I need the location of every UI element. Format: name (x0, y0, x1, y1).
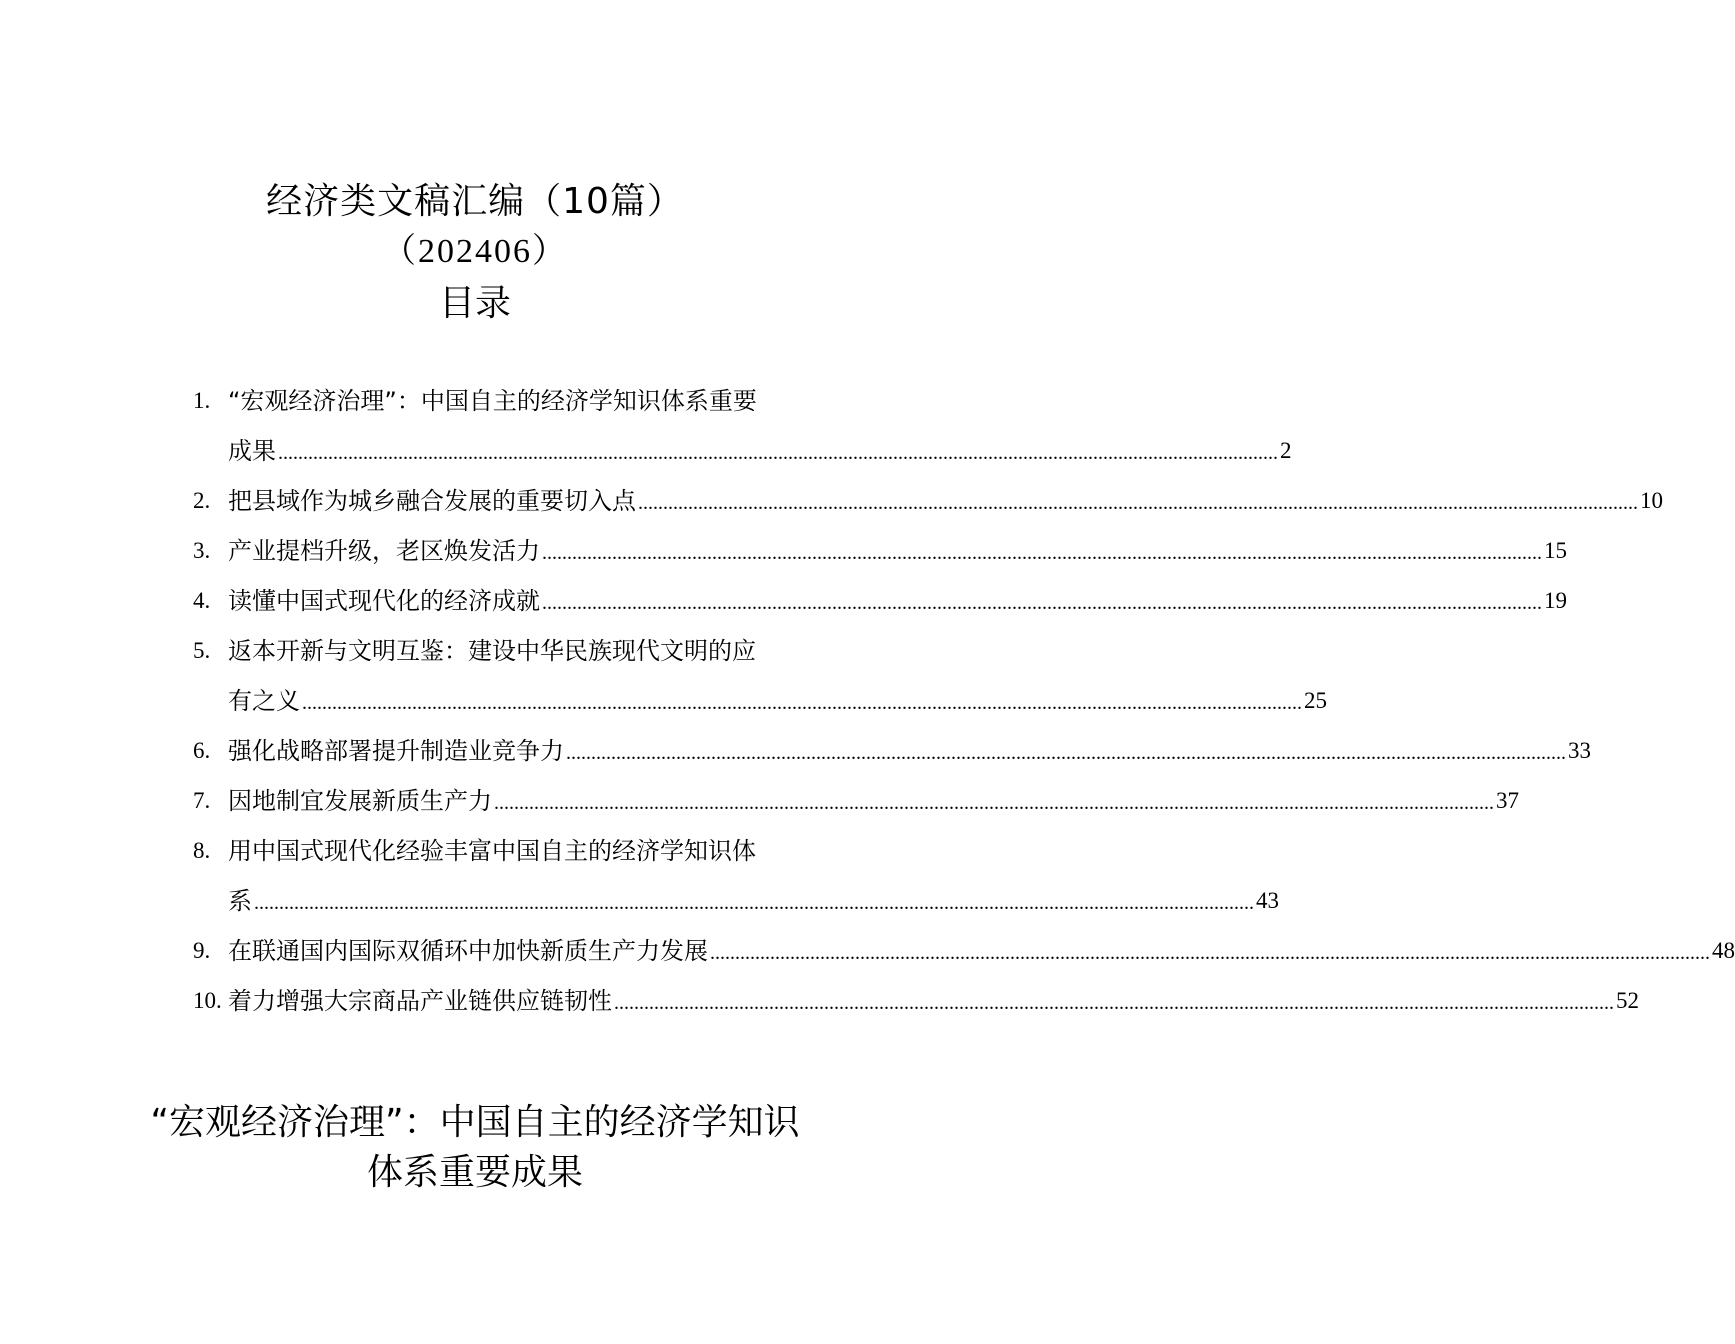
toc-entry-title: 因地制宜发展新质生产力 (228, 787, 492, 815)
toc-entry[interactable] (193, 826, 1279, 926)
toc-dot-leader: ........................................................................................................................................................................................................ (614, 992, 1614, 1014)
toc-entry[interactable] (193, 576, 1567, 626)
toc-entry[interactable] (193, 726, 1591, 776)
toc-entry[interactable] (193, 776, 1519, 826)
toc-entry-title: 读懂中国式现代化的经济成就 (228, 587, 540, 615)
toc-entry-line (193, 976, 1639, 1026)
toc-entry-title: 有之义 (228, 687, 300, 715)
toc-page-number: 43 (1256, 888, 1279, 913)
toc-entry-title: “宏观经济治理”：中国自主的经济学知识体系重要 (228, 387, 757, 415)
toc-entry-title: 返本开新与文明互鉴：建设中华民族现代文明的应 (228, 637, 756, 665)
toc-entry-number: 5. (193, 638, 211, 663)
toc-entry[interactable] (193, 976, 1639, 1026)
toc-entry[interactable] (193, 526, 1567, 576)
toc-entry-title: 在联通国内国际双循环中加快新质生产力发展 (228, 937, 708, 965)
toc-page-number: 25 (1304, 688, 1327, 713)
toc-page-number: 37 (1496, 788, 1519, 813)
toc-entry-line (193, 776, 1519, 826)
toc-dot-leader: ........................................................................................................................................................................................................ (278, 442, 1278, 464)
toc-page-number: 52 (1616, 988, 1639, 1013)
toc-entry-line (193, 526, 1567, 576)
toc-entry-title: 着力增强大宗商品产业链供应链韧性 (228, 987, 612, 1015)
toc-entry-title: 系 (228, 887, 252, 915)
toc-entry[interactable] (193, 926, 1735, 976)
toc-entry-title: 产业提档升级，老区焕发活力 (228, 537, 540, 565)
toc-page-number: 15 (1544, 538, 1567, 563)
toc-entry-line (193, 726, 1591, 776)
title-block (0, 178, 950, 328)
toc-dot-leader: ........................................................................................................................................................................................................ (254, 892, 1254, 914)
toc-entry[interactable] (193, 476, 1663, 526)
toc-entry-number: 8. (193, 838, 211, 863)
toc-page-number: 2 (1280, 438, 1292, 463)
toc-dot-leader: ........................................................................................................................................................................................................ (542, 542, 1542, 564)
toc-entry-number: 1. (193, 388, 211, 413)
toc-dot-leader: ........................................................................................................................................................................................................ (566, 742, 1566, 764)
toc-entry-number: 2. (193, 488, 211, 513)
toc-entry-line (193, 626, 805, 676)
section-heading (0, 1098, 950, 1198)
toc-dot-leader: ........................................................................................................................................................................................................ (638, 492, 1638, 514)
toc-entry-title: 成果 (228, 437, 276, 465)
document-subtitle: （202406） (382, 233, 568, 270)
table-of-contents (193, 376, 1735, 1026)
toc-dot-leader: ........................................................................................................................................................................................................ (542, 592, 1542, 614)
toc-entry-line (193, 876, 1279, 926)
toc-page-number: 19 (1544, 588, 1567, 613)
toc-dot-leader: ........................................................................................................................................................................................................ (494, 792, 1494, 814)
toc-dot-leader: ........................................................................................................................................................................................................ (710, 942, 1710, 964)
toc-entry-number: 3. (193, 538, 211, 563)
toc-page-number: 48 (1712, 938, 1735, 963)
toc-entry-line (193, 926, 1735, 976)
toc-page-number: 33 (1568, 738, 1591, 763)
toc-entry[interactable] (193, 626, 1327, 726)
toc-entry-title: 把县域作为城乡融合发展的重要切入点 (228, 487, 636, 515)
toc-entry-line (193, 576, 1567, 626)
toc-entry-number: 6. (193, 738, 211, 763)
document-title: 经济类文稿汇编（10篇） (266, 181, 684, 222)
toc-entry-title: 强化战略部署提升制造业竞争力 (228, 737, 564, 765)
toc-heading: 目录 (438, 283, 511, 324)
toc-entry-number: 10. (193, 988, 222, 1013)
toc-entry-title: 用中国式现代化经验丰富中国自主的经济学知识体 (228, 837, 756, 865)
toc-page-number: 10 (1640, 488, 1663, 513)
toc-dot-leader: ........................................................................................................................................................................................................ (302, 692, 1302, 714)
section-heading-line-1: “宏观经济治理”：中国自主的经济学知识 (150, 1102, 800, 1143)
toc-entry[interactable] (193, 376, 1292, 476)
toc-entry-line (193, 826, 805, 876)
toc-entry-number: 7. (193, 788, 211, 813)
toc-entry-line (193, 426, 1292, 476)
toc-entry-line (193, 376, 805, 426)
toc-entry-line (193, 476, 1663, 526)
toc-entry-number: 9. (193, 938, 211, 963)
toc-entry-number: 4. (193, 588, 211, 613)
section-heading-line-2: 体系重要成果 (366, 1152, 583, 1193)
toc-entry-line (193, 676, 1327, 726)
